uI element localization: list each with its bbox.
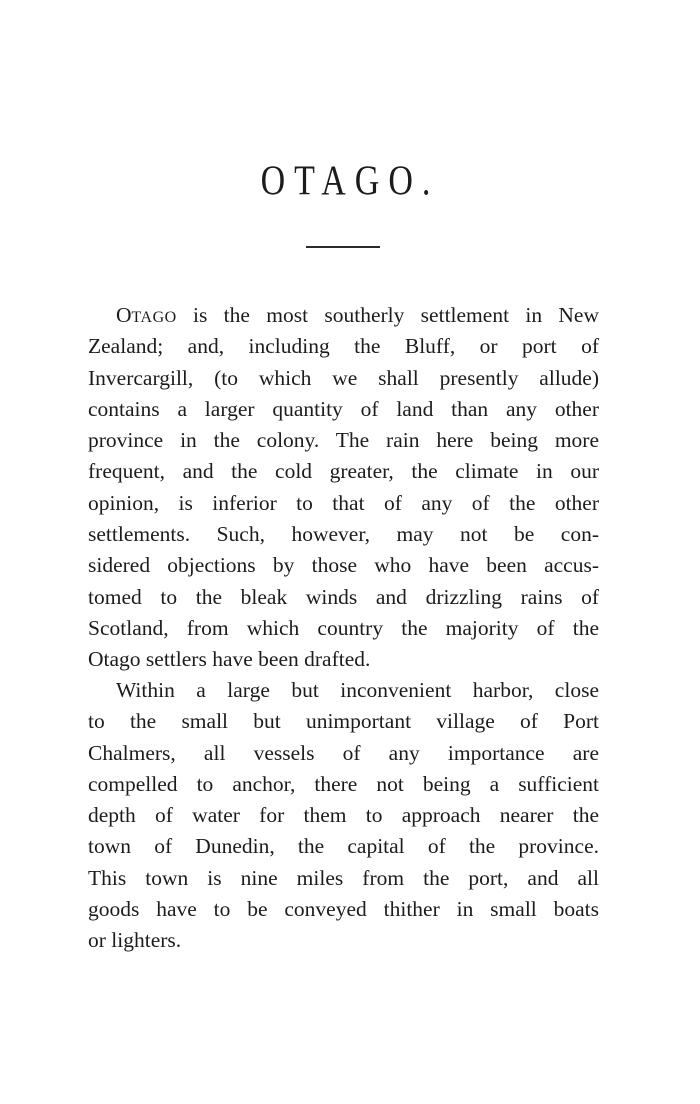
paragraph-line: town of Dunedin, the capital of the province. <box>88 834 599 859</box>
paragraph-line: tomed to the bleak winds and drizzling rains of <box>88 584 599 609</box>
paragraph-1 <box>88 300 599 676</box>
title-rule <box>306 246 380 248</box>
paragraph-line: contains a larger quantity of land than any other <box>88 396 599 421</box>
paragraph-line: to the small but unimportant village of Port <box>88 709 599 734</box>
paragraph-line: Otago settlers have been drafted. <box>88 647 371 672</box>
paragraph-2 <box>88 675 599 957</box>
paragraph-line: province in the colony. The rain here being more <box>88 428 599 453</box>
paragraph-line: sidered objections by those who have been accus- <box>88 553 599 578</box>
paragraph-line: opinion, is inferior to that of any of the other <box>88 490 599 515</box>
chapter-title: OTAGO. <box>260 158 440 205</box>
paragraph-line: This town is nine miles from the port, and all <box>88 865 599 890</box>
paragraph-line: frequent, and the cold greater, the climate in our <box>88 459 599 484</box>
paragraph-line: Chalmers, all vessels of any importance are <box>88 740 599 765</box>
paragraph-line: goods have to be conveyed thither in small boats <box>88 897 599 922</box>
paragraph-line: compelled to anchor, there not being a sufficient <box>88 771 599 796</box>
lead-smallcaps: TAGO <box>131 309 177 326</box>
paragraph-line: Scotland, from which country the majority of the <box>88 615 599 640</box>
paragraph-line-text: is the most southerly settlement in New <box>176 303 599 327</box>
paragraph-line: depth of water for them to approach nearer the <box>88 803 599 828</box>
paragraph-line: Zealand; and, including the Bluff, or port of <box>88 334 599 359</box>
paragraph-line: Invercargill, (to which we shall presently allude) <box>88 365 599 390</box>
paragraph-line <box>88 300 599 331</box>
lead-initial: O <box>116 303 132 327</box>
paragraph-line: Within a large but inconvenient harbor, close <box>116 678 599 702</box>
paragraph-line: settlements. Such, however, may not be con- <box>88 522 599 547</box>
paragraph-line: or lighters. <box>88 928 182 953</box>
